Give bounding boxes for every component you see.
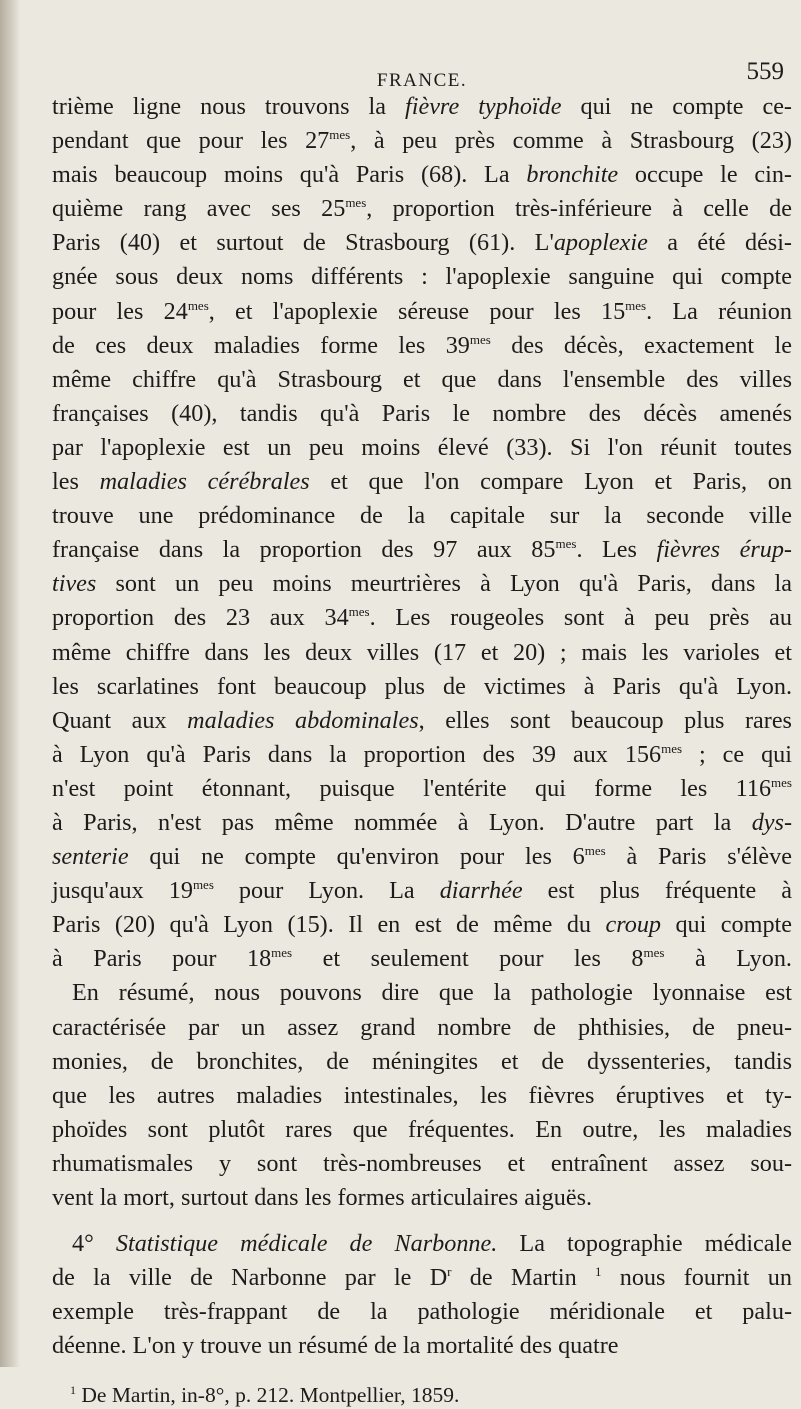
running-head: FRANCE. [376, 70, 468, 91]
italic-term: fièvre typhoïde [405, 93, 562, 120]
italic-term: fièvres érup- [656, 536, 792, 564]
superscript: mes [469, 331, 491, 347]
superscript: 1 [594, 1264, 602, 1280]
text-line: vent la mort, surtout dans les formes articulaires aiguës. [52, 1184, 593, 1211]
text-line: monies, de bronchites, de méningites et de dyssenteries, tandis [52, 1047, 792, 1075]
body-text [52, 90, 792, 1363]
italic-term: senterie [52, 843, 129, 871]
italic-term: maladies cérébrales [99, 468, 310, 496]
superscript: mes [555, 536, 577, 552]
text-line: par l'apoplexie est un peu moins élevé (33). Si l'on réunit toutes [52, 433, 792, 461]
book-page [52, 56, 792, 1409]
text-line: Quant aux maladies abdominales, elles sont beaucoup plus rares [52, 706, 792, 734]
italic-term: croup [605, 911, 662, 939]
text-line: à Paris, n'est pas même nommée à Lyon. D'autre part la dys- [52, 808, 792, 836]
footnote: $^1$ De Martin, in-8°, p. 212. Montpellier, 1859. [70, 1383, 460, 1408]
text-line: pour les $24^{mes}$, et l'apoplexie séreuse pour les $15^{mes}$. La réunion [52, 297, 792, 325]
superscript: mes [329, 127, 351, 143]
text-line: que les autres maladies intestinales, les fièvres éruptives et ty- [52, 1081, 792, 1109]
text-line: En résumé, nous pouvons dire que la pathologie lyonnaise est [72, 979, 792, 1007]
text-line: rhumatismales y sont très-nombreuses et entraînent assez sou- [52, 1149, 792, 1177]
italic-term: diarrhée [439, 877, 523, 905]
page-header [52, 56, 792, 90]
text-line: quième rang avec ses $25^{mes}$, proportion très-inférieure à celle de [52, 195, 792, 223]
text-line: trouve une prédominance de la capitale sur la seconde ville [52, 502, 792, 530]
text-line: phoïdes sont plutôt rares que fréquentes. En outre, les maladies [52, 1115, 792, 1143]
text-line: proportion des 23 aux $34^{mes}$. Les rougeoles sont à peu près au [52, 604, 793, 632]
page-number: 559 [746, 58, 784, 85]
text-line: pendant que pour les $27^{mes}$, à peu près comme à Strasbourg (23) [52, 127, 792, 155]
superscript: mes [345, 195, 367, 211]
text-line: 4° Statistique médicale de Narbonne. La topographie médicale [72, 1230, 792, 1258]
text-line: exemple très-frappant de la pathologie méridionale et palu- [52, 1298, 792, 1326]
text-line: française dans la proportion des 97 aux $85^{mes}$. Les fièvres érup- [52, 536, 792, 564]
italic-term: apoplexie [553, 229, 648, 257]
text-line: même chiffre dans les deux villes (17 et 20) ; mais les varioles et [52, 638, 792, 666]
superscript: mes [348, 604, 370, 620]
text-line: jusqu'aux $19^{mes}$ pour Lyon. La diarrhée est plus fréquente à [52, 877, 792, 905]
text-line: de ces deux maladies forme les $39^{mes}$ des décès, exactement le [52, 331, 793, 359]
italic-term: Statistique médicale de Narbonne. [115, 1230, 498, 1258]
italic-term: dys- [751, 808, 792, 836]
superscript: mes [187, 297, 209, 313]
text-line: à Paris pour $18^{mes}$ et seulement pour les $8^{mes}$ à Lyon. [52, 945, 792, 973]
superscript: mes [625, 297, 647, 313]
text-line: Paris (20) qu'à Lyon (15). Il en est de même du croup qui compte [52, 911, 792, 939]
text-line: les scarlatines font beaucoup plus de victimes à Paris qu'à Lyon. [52, 672, 792, 700]
text-line: caractérisée par un assez grand nombre de phthisies, de pneu- [52, 1013, 792, 1041]
superscript: mes [192, 877, 214, 893]
text-line: de la ville de Narbonne par le $D^r$ de Martin $^1$ nous fournit un [52, 1264, 792, 1292]
text-line: à Lyon qu'à Paris dans la proportion des 39 aux $156^{mes}$ ; ce qui [52, 740, 792, 768]
text-line: n'est point étonnant, puisque l'entérite qui forme les $116^{mes}$ [52, 774, 792, 802]
italic-term: bronchite [526, 161, 619, 189]
text-line: Paris (40) et surtout de Strasbourg (61). L'apoplexie a été dési- [52, 229, 792, 257]
superscript: mes [661, 740, 683, 756]
superscript: mes [584, 843, 606, 859]
text-line: senterie qui ne compte qu'environ pour les $6^{mes}$ à Paris s'élève [52, 843, 792, 871]
book-spine-shadow [0, 0, 20, 1367]
text-line: même chiffre qu'à Strasbourg et que dans l'ensemble des villes [52, 365, 792, 393]
superscript: mes [643, 945, 665, 961]
superscript: 1 [70, 1383, 76, 1398]
italic-term: maladies abdominales [187, 706, 419, 734]
superscript: mes [771, 774, 792, 790]
text-line: les maladies cérébrales et que l'on compare Lyon et Paris, on [52, 468, 792, 496]
text-line: mais beaucoup moins qu'à Paris (68). La bronchite occupe le cin- [52, 161, 792, 189]
text-line: tives sont un peu moins meurtrières à Lyon qu'à Paris, dans la [52, 570, 792, 598]
italic-term: tives [52, 570, 97, 598]
superscript: r [447, 1264, 452, 1280]
text-line: déenne. L'on y trouve un résumé de la mortalité des quatre [52, 1332, 619, 1360]
text-line: gnée sous deux noms différents : l'apoplexie sanguine qui compte [52, 263, 792, 291]
text-line: françaises (40), tandis qu'à Paris le nombre des décès amenés [52, 399, 792, 427]
text-line: trième ligne nous trouvons la fièvre typhoïde qui ne compte ce- [52, 93, 792, 120]
superscript: mes [271, 945, 293, 961]
